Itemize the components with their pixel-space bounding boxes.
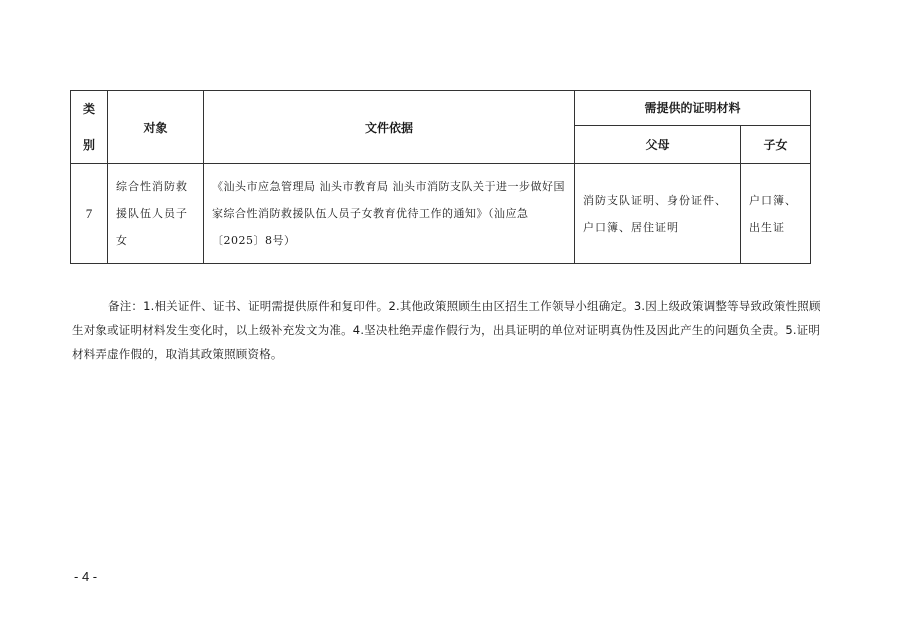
header-category: 类别 [71,91,108,164]
table-row [71,164,811,264]
row-basis: 《汕头市应急管理局 汕头市教育局 汕头市消防支队关于进一步做好国家综合性消防救援队伍人员子女教育优待工作的通知》（汕应急〔2025〕8号） [204,164,575,264]
page-number: - 4 - [74,569,98,584]
header-target: 对象 [108,91,204,164]
header-materials: 需提供的证明材料 [575,91,811,126]
table-header-row [71,91,811,126]
row-category: 7 [71,164,108,264]
row-parents: 消防支队证明、身份证件、户口簿、居住证明 [575,164,741,264]
header-parents: 父母 [575,125,741,163]
row-children: 户口簿、出生证 [741,164,811,264]
remarks-paragraph: 备注：1.相关证件、证书、证明需提供原件和复印件。2.其他政策照顾生由区招生工作领导小组确定。3.因上级政策调整等导致政策性照顾生对象或证明材料发生变化时，以上级补充发文为准。4.坚决杜绝弄虚作假行为，出具证明的单位对证明真伪性及因此产生的问题负全责。5.证明材料弄虚作假的，取消其政策照顾资格。 [72,299,821,361]
header-children: 子女 [741,125,811,163]
header-basis: 文件依据 [204,91,575,164]
policy-table [70,90,811,264]
row-target: 综合性消防救援队伍人员子女 [108,164,204,264]
